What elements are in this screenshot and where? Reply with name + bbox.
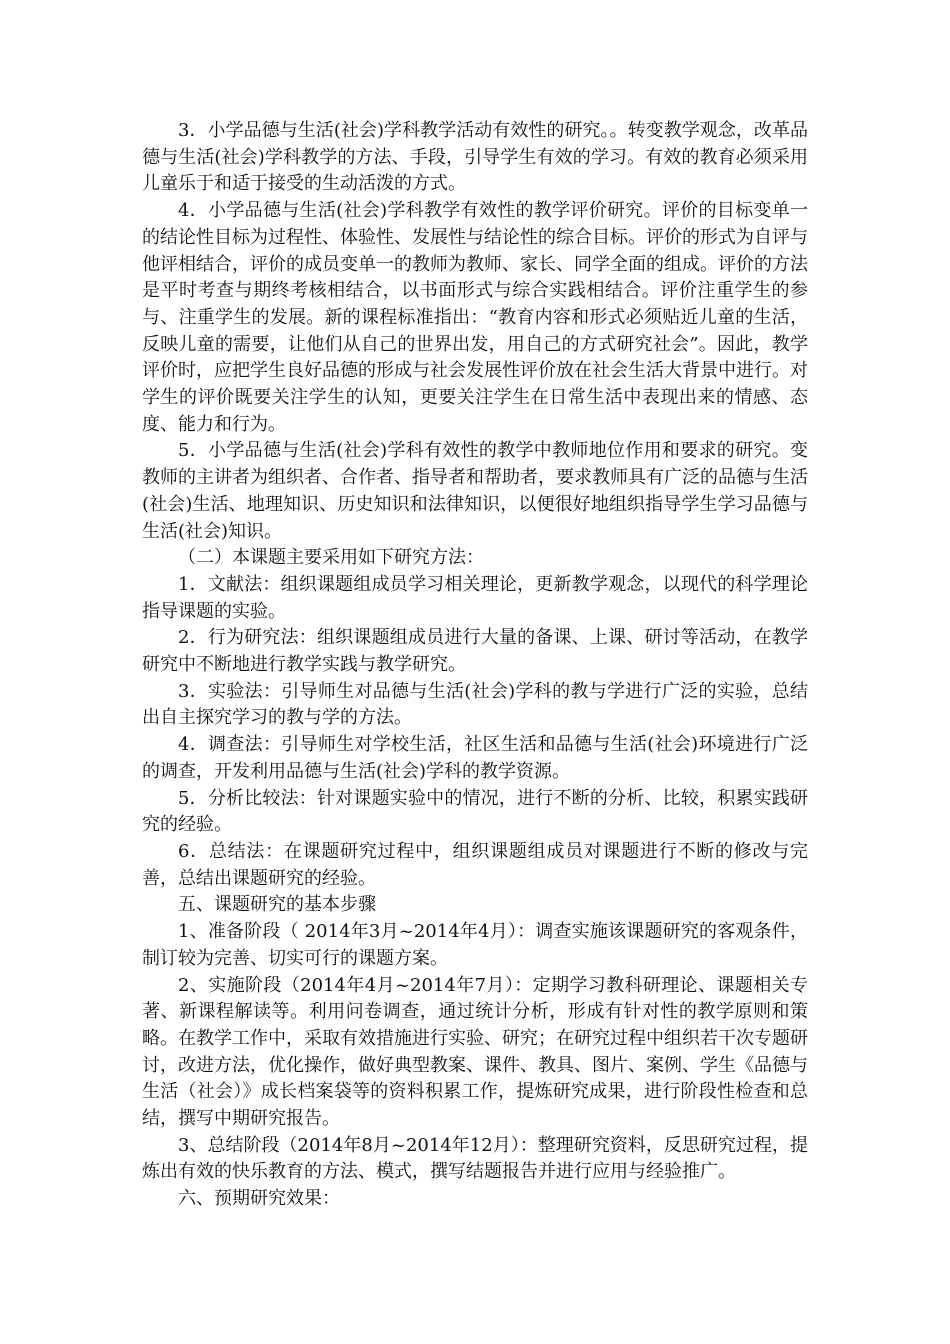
- heading-expected-results: 六、预期研究效果：: [178, 1188, 340, 1210]
- document-body: [142, 118, 808, 1213]
- paragraph-research-5: 5．小学品德与生活(社会)学科有效性的教学中教师地位作用和要求的研究。变教师的主讲者为组织者、合作者、指导者和帮助者，要求教师具有广泛的品德与生活(社会)生活、地理知识、历史知识和法律知识，以便很好地组织指导学生学习品德与生活(社会)知识。: [142, 440, 808, 542]
- heading-research-methods: （二）本课题主要采用如下研究方法：: [178, 547, 484, 569]
- paragraph-research-4: 4．小学品德与生活(社会)学科教学有效性的教学评价研究。评价的目标变单一的结论性目标为过程性、体验性、发展性与结论性的综合目标。评价的形式为自评与他评相结合，评价的成员变单一的教师为教师、家长、同学全面的组成。评价的方法是平时考查与期终考核相结合，以书面形式与综合实践相结合。评价注重学生的参与、注重学生的发展。新的课程标准指出：“教育内容和形式必须贴近儿童的生活，反映儿童的需要，让他们从自己的世界出发，用自己的方式研究社会”。因此，教学评价时，应把学生良好品德的形成与社会发展性评价放在社会生活大背景中进行。对学生的评价既要关注学生的认知，更要关注学生在日常生活中表现出来的情感、态度、能力和行为。: [142, 200, 808, 435]
- paragraph-step-implementation: 2、实施阶段（2014年4月~2014年7月）：定期学习教科研理论、课题相关专著、新课程解读等。利用问卷调查，通过统计分析，形成有针对性的教学原则和策略。在教学工作中，采取有效措施进行实验、研究；在研究过程中组织若干次专题研讨，改进方法，优化操作，做好典型教案、课件、教具、图片、案例、学生《品德与生活（社会）》成长档案袋等的资料积累工作，提炼研究成果，进行阶段性检查和总结，撰写中期研究报告。: [142, 974, 808, 1130]
- heading-research-steps: 五、课题研究的基本步骤: [178, 894, 376, 916]
- paragraph-method-action: 2．行为研究法：组织课题组成员进行大量的备课、上课、研讨等活动，在教学研究中不断地进行教学实践与教学研究。: [142, 627, 808, 676]
- paragraph-method-literature: 1．文献法：组织课题组成员学习相关理论，更新教学观念，以现代的科学理论指导课题的实验。: [142, 573, 808, 622]
- paragraph-method-survey: 4．调查法：引导师生对学校生活，社区生活和品德与生活(社会)环境进行广泛的调查，开发利用品德与生活(社会)学科的教学资源。: [142, 734, 808, 782]
- paragraph-method-experiment: 3．实验法：引导师生对品德与生活(社会)学科的教与学进行广泛的实验，总结出自主探究学习的教与学的方法。: [142, 680, 808, 729]
- paragraph-method-comparison: 5．分析比较法：针对课题实验中的情况，进行不断的分析、比较，积累实践研究的经验。: [142, 787, 808, 836]
- paragraph-research-3: 3．小学品德与生活(社会)学科教学活动有效性的研究。。转变教学观念，改革品德与生活(社会)学科教学的方法、手段，引导学生有效的学习。有效的教育必须采用儿童乐于和适于接受的生动活泼的方式。: [142, 120, 808, 195]
- paragraph-method-summary: 6．总结法：在课题研究过程中，组织课题组成员对课题进行不断的修改与完善，总结出课题研究的经验。: [142, 840, 808, 889]
- paragraph-step-summary: 3、总结阶段（2014年8月~2014年12月）：整理研究资料，反思研究过程，提炼出有效的快乐教育的方法、模式，撰写结题报告并进行应用与经验推广。: [142, 1134, 808, 1183]
- paragraph-step-preparation: 1、准备阶段（ 2014年3月~2014年4月）：调查实施该课题研究的客观条件，制订较为完善、切实可行的课题方案。: [142, 921, 808, 969]
